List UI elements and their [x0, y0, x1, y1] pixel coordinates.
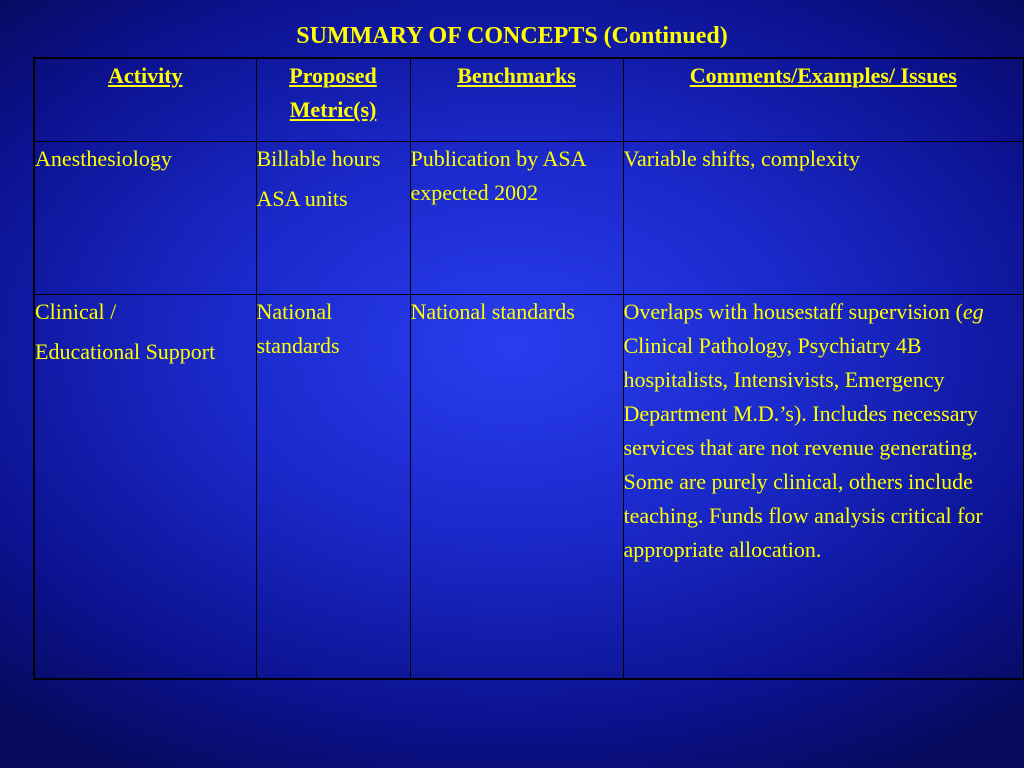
activity-text: Clinical / [35, 298, 117, 324]
comments-text: Variable shifts, complexity [623, 145, 860, 171]
metric-text: Billable hours [256, 145, 381, 171]
summary-table [33, 57, 1024, 680]
metric-cell [256, 141, 410, 294]
benchmarks-text: National standards [410, 298, 575, 324]
activity-cell [34, 294, 256, 679]
column-header-activity: Activity [34, 58, 256, 141]
column-header-comments: Comments/Examples/ Issues [623, 58, 1024, 141]
activity-cell [34, 141, 256, 294]
activity-text: Anesthesiology [35, 145, 172, 171]
column-header-proposed-metrics: Proposed Metric(s) [256, 58, 410, 141]
benchmarks-cell [410, 294, 623, 679]
metric-cell [256, 294, 410, 679]
metric-text: National standards [256, 298, 340, 358]
table-header-row [34, 58, 1024, 141]
table-row [34, 294, 1024, 679]
benchmarks-text: Publication by ASA expected 2002 [410, 145, 586, 205]
comments-text: Overlaps with housestaff supervision (eg Clinical Pathology, Psychiatry 4B hospitalists, Intensivists, Emergency Department M.D.’s). Includes necessary services that are not revenue generating. Some are purely clinical, others include teaching. Funds flow analysis critical for appropriate allocation. [623, 298, 984, 562]
column-header-benchmarks: Benchmarks [410, 58, 623, 141]
comments-cell [623, 141, 1024, 294]
metric-text: ASA units [256, 185, 348, 211]
benchmarks-cell [410, 141, 623, 294]
table-row [34, 141, 1024, 294]
activity-text: Educational Support [35, 338, 216, 364]
slide-title: SUMMARY OF CONCEPTS (Continued) [296, 23, 728, 49]
comments-cell [623, 294, 1024, 679]
